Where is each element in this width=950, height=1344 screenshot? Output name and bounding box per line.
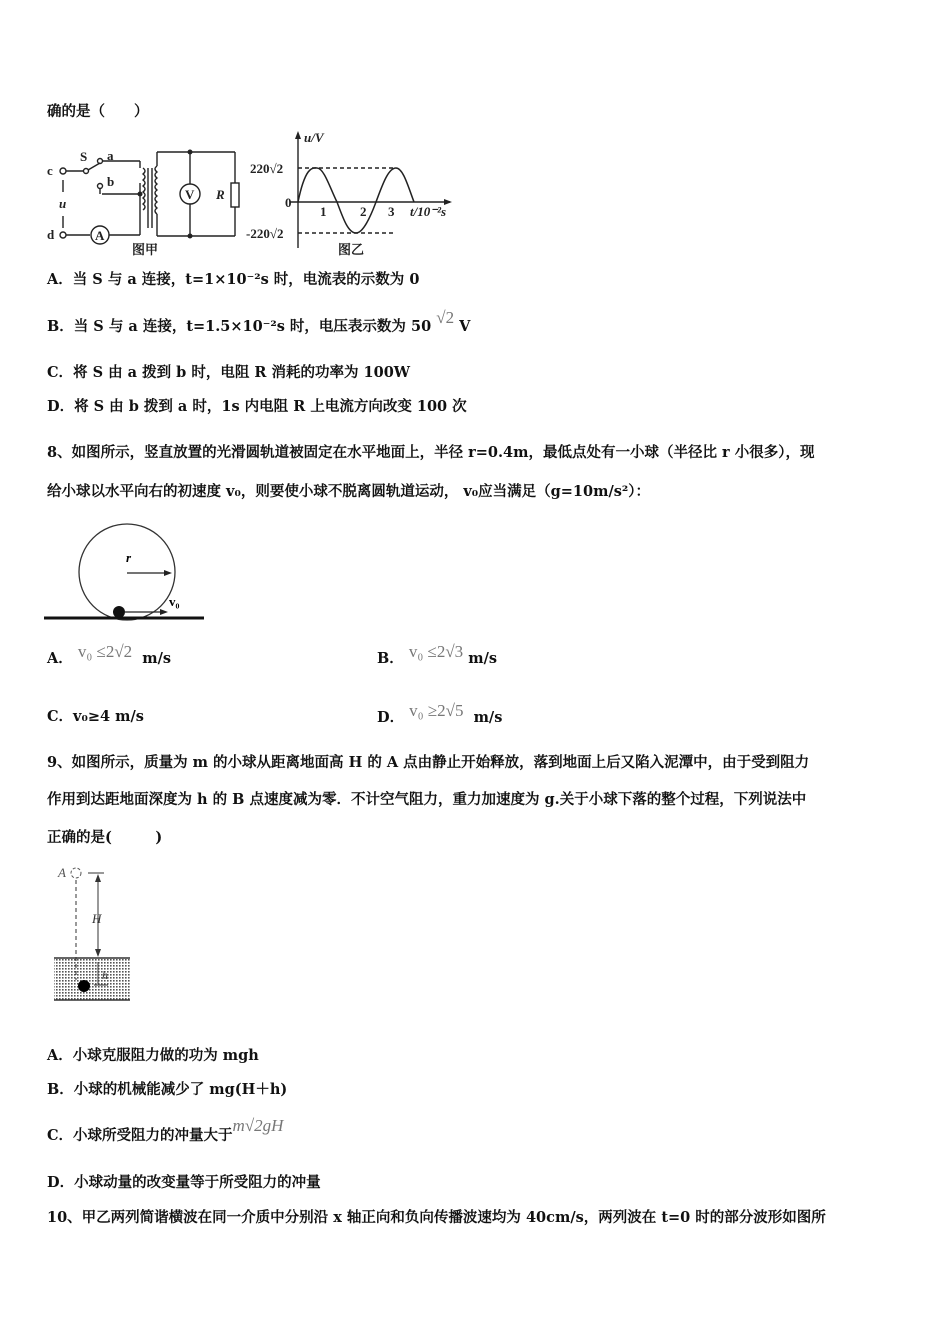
q7-option-b <box>47 308 471 337</box>
terminal-c-label: c <box>47 163 53 178</box>
resistor-label: R <box>216 187 225 202</box>
caption-left: 图甲 <box>132 242 159 257</box>
q8-option-c <box>47 707 144 727</box>
q8-line1: 8、如图所示，竖直放置的光滑圆轨道被固定在水平地面上，半径 r=0.4m，最低点处有一小球（半径比 r 小很多），现 <box>47 444 815 461</box>
y-axis-label: u/V <box>304 130 324 145</box>
option-text: v₀≥4 m/s <box>73 708 144 725</box>
depth-label: h <box>102 968 108 982</box>
q9-option-a: A．小球克服阻力做的功为 mgh <box>47 1047 259 1064</box>
height-label: H <box>92 911 102 926</box>
x-tick: 2 <box>360 204 367 219</box>
q7-option-c: C．将 S 由 a 拨到 b 时，电阻 R 消耗的功率为 100W <box>47 364 411 381</box>
radius-label: r <box>126 550 132 565</box>
option-math: v₀ ≥2√5 <box>409 701 464 720</box>
q7-option-a: A．当 S 与 a 连接，t=1×10⁻²s 时，电流表的示数为 0 <box>47 271 420 288</box>
point-a-label: A <box>58 865 66 880</box>
terminal-b-label: b <box>107 174 115 189</box>
x-tick: 3 <box>388 204 395 219</box>
q7-stem-tail: 确的是（ ） <box>47 103 149 120</box>
q8-line2: 给小球以水平向右的初速度 v₀，则要使小球不脱离圆轨道运动， v₀应当满足（g=10m/s²）： <box>47 483 651 500</box>
terminal-a-label: a <box>107 148 114 163</box>
caption-right: 图乙 <box>338 242 365 257</box>
y-min-label: -220√2 <box>246 226 284 241</box>
terminal-d-label: d <box>47 227 55 242</box>
q7-option-d: D．将 S 由 b 拨到 a 时，1s 内电阻 R 上电流方向改变 100 次 <box>47 398 467 415</box>
x-tick: 1 <box>320 204 327 219</box>
q8-figure <box>44 520 209 625</box>
y-max-label: 220√2 <box>250 161 284 176</box>
option-math: v₀ ≤2√3 <box>408 642 464 661</box>
x-axis-label: t/10⁻²s <box>410 204 447 219</box>
q7-figure <box>40 128 460 260</box>
switch-label: S <box>80 149 88 164</box>
option-unit: m/s <box>468 650 498 667</box>
q9-option-b: B．小球的机械能减少了 mg(H＋h) <box>47 1081 288 1098</box>
q9-option-c <box>47 1116 284 1146</box>
option-math: m√2gH <box>232 1116 284 1135</box>
option-label: B． <box>377 650 404 667</box>
option-label: D． <box>377 709 405 726</box>
q9-line1: 9、如图所示，质量为 m 的小球从距离地面高 H 的 A 点由静止开始释放，落到地面上后又陷入泥潭中，由于受到阻力 <box>47 754 810 771</box>
option-unit: m/s <box>142 650 172 667</box>
option-text: B．当 S 与 a 连接，t=1.5×10⁻²s 时，电压表示数为 50 <box>47 318 432 335</box>
q10-line1: 10、甲乙两列简谐横波在同一介质中分别沿 x 轴正向和负向传播波速均为 40cm/s，两列波在 t=0 时的部分波形如图所 <box>47 1209 826 1226</box>
q8-option-d <box>377 701 503 728</box>
origin-label: 0 <box>285 195 292 210</box>
q8-option-b <box>377 642 498 669</box>
option-unit: V <box>459 318 471 335</box>
option-math: √2 <box>436 308 455 327</box>
option-math: v₀ ≤2√2 <box>77 642 133 661</box>
q9-figure <box>50 860 135 1005</box>
velocity-label: v₀ <box>169 594 180 609</box>
voltage-label: u <box>59 196 67 211</box>
option-label: A． <box>47 650 73 667</box>
q9-line2: 作用到达距地面深度为 h 的 B 点速度减为零．不计空气阻力，重力加速度为 g.关于小球下落的整个过程，下列说法中 <box>47 791 807 808</box>
ammeter-icon: A <box>95 228 105 243</box>
q9-line3: 正确的是( ) <box>47 829 163 846</box>
option-unit: m/s <box>473 709 503 726</box>
option-text: C．小球所受阻力的冲量大于 <box>47 1127 233 1144</box>
q9-option-d: D．小球动量的改变量等于所受阻力的冲量 <box>47 1174 321 1191</box>
q8-option-a <box>47 642 172 669</box>
option-label: C． <box>47 708 74 725</box>
voltmeter-icon: V <box>185 187 195 202</box>
